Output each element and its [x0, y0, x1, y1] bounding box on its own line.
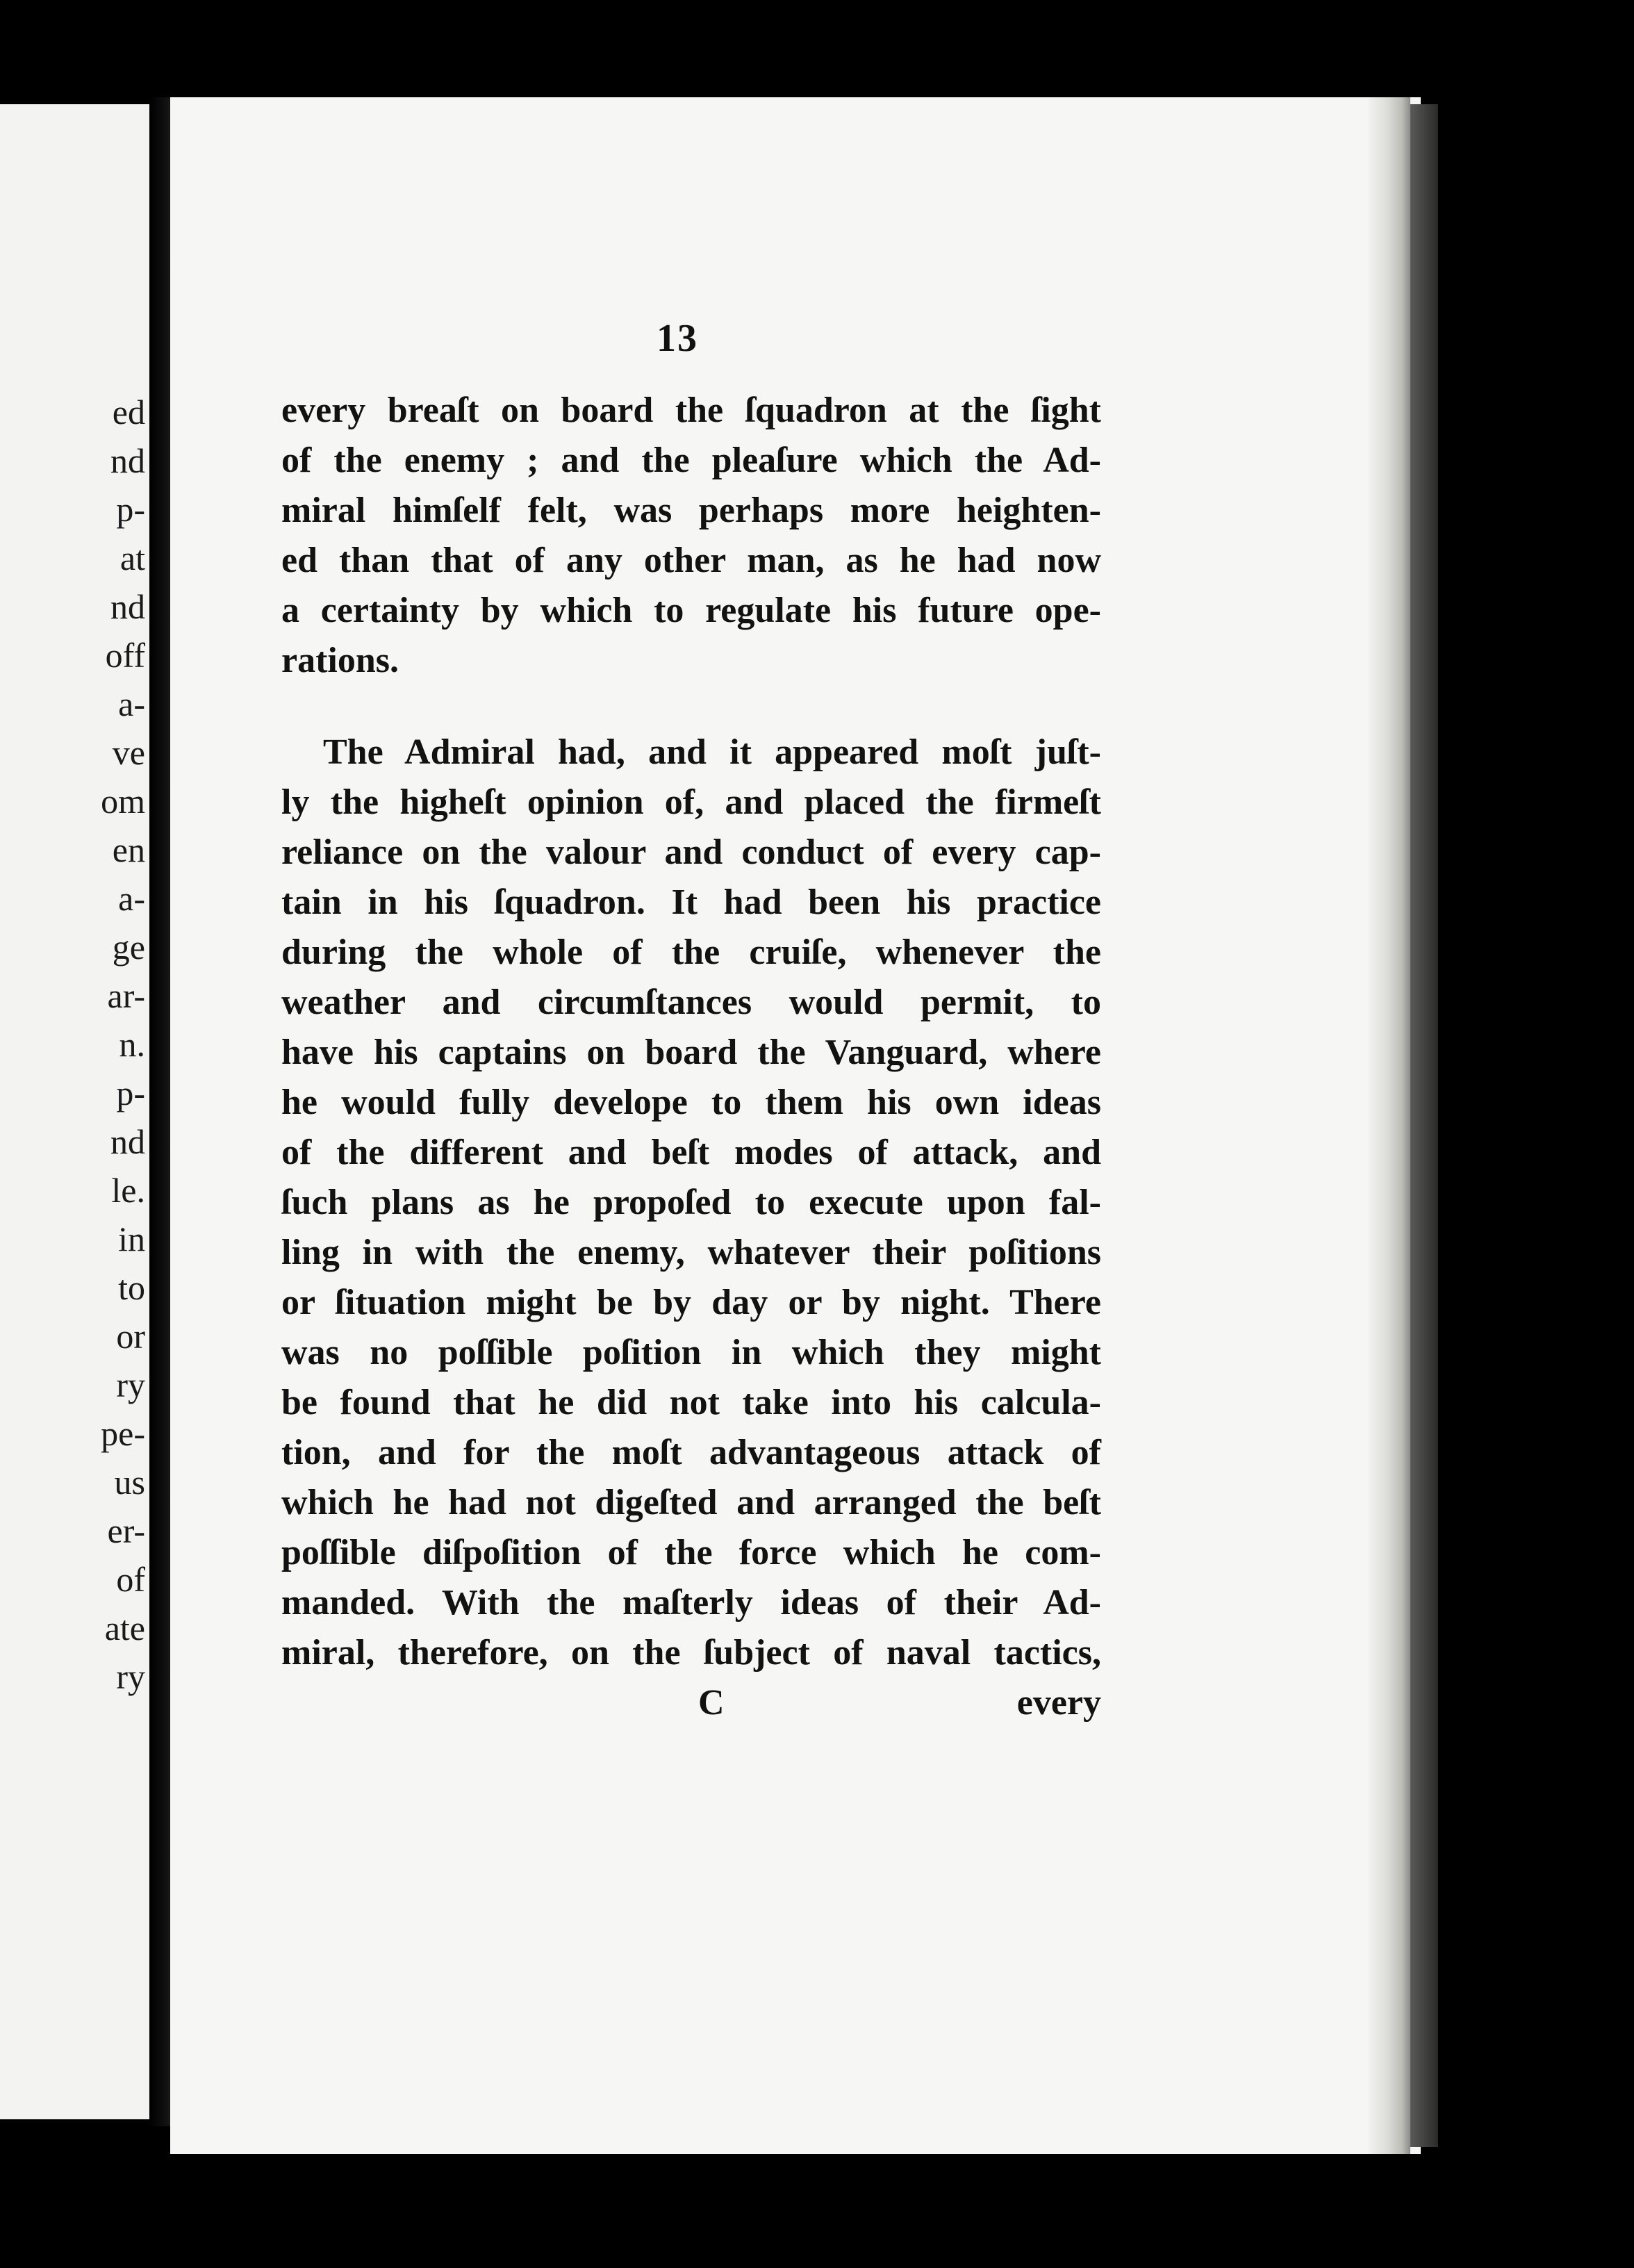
text-line: be found that he did not take into his calcula- [281, 1383, 1101, 1422]
text-line: tain in his ſquadron. It had been his practice [281, 882, 1101, 922]
text-line: miral, therefore, on the ſubject of naval tactics, [281, 1633, 1101, 1673]
text-line: of the different and beſt modes of attack, and [281, 1133, 1101, 1172]
left-page-fragment: or [116, 1317, 145, 1356]
text-line: ling in with the enemy, whatever their poſitions [281, 1233, 1101, 1272]
text-line: miral himſelf felt, was perhaps more heighten- [281, 491, 1101, 530]
left-page-fragment: ar- [107, 976, 145, 1015]
page-body [281, 386, 1101, 1728]
left-page-fragment: ate [104, 1609, 145, 1647]
footer-line [281, 1678, 1101, 1728]
left-page-fragment: ed [112, 393, 145, 432]
text-line: tion, and for the moſt advantageous attack of [281, 1433, 1101, 1472]
page-number: 13 [657, 317, 698, 360]
left-page-fragment: a- [118, 684, 145, 723]
left-page-fragment: le. [111, 1171, 145, 1210]
page-edge-shadow [1410, 104, 1438, 2147]
text-line: during the whole of the cruiſe, whenever the [281, 932, 1101, 972]
text-line: or ſituation might be by day or by night. There [281, 1283, 1101, 1322]
paragraph-gap [281, 686, 1101, 728]
paragraph-2 [281, 728, 1101, 1678]
left-page-fragment: in [118, 1219, 145, 1258]
left-page-fragment: ve [112, 733, 145, 772]
text-line: ly the higheſt opinion of, and placed the firmeſt [281, 782, 1101, 822]
left-page-fragment: om [101, 782, 145, 821]
left-page-fragment: us [114, 1463, 145, 1502]
left-facing-page [0, 104, 149, 2119]
left-page-fragment: en [112, 830, 145, 869]
text-line: which he had not digeſted and arranged the beſt [281, 1483, 1101, 1522]
text-line: poſſible diſpoſition of the force which he com- [281, 1533, 1101, 1572]
text-line: ſuch plans as he propoſed to execute upon fal- [281, 1183, 1101, 1222]
left-page-fragment: ge [112, 928, 145, 967]
left-page-fragment: ry [116, 1657, 145, 1696]
left-page-fragment: nd [110, 1122, 145, 1161]
left-page-fragment: nd [110, 441, 145, 480]
text-line: manded. With the maſterly ideas of their Ad- [281, 1583, 1101, 1622]
text-line: was no poſſible poſition in which they might [281, 1333, 1101, 1372]
page-edge [1369, 97, 1410, 2154]
left-page-fragment: of [116, 1560, 145, 1599]
text-line: every breaſt on board the ſquadron at the ſight [281, 391, 1101, 430]
left-page-fragment: at [119, 539, 145, 577]
text-line: The Admiral had, and it appeared moſt juſt- [323, 732, 1101, 772]
text-line: a certainty by which to regulate his future ope- [281, 591, 1101, 630]
text-line: reliance on the valour and conduct of every cap- [281, 832, 1101, 872]
left-page-fragment: off [105, 636, 145, 675]
left-page-fragment: p- [116, 1074, 145, 1112]
catchword: every [1016, 1683, 1101, 1723]
left-page-fragment: p- [116, 490, 145, 529]
left-page-fragment: nd [110, 587, 145, 626]
left-page-fragment: n. [119, 1025, 145, 1064]
text-line: of the enemy ; and the pleaſure which the Ad- [281, 441, 1101, 480]
left-page-fragment: pe- [101, 1414, 145, 1453]
text-line: have his captains on board the Vanguard, where [281, 1033, 1101, 1072]
text-line: weather and circumſtances would permit, to [281, 983, 1101, 1022]
text-line: he would fully develope to them his own ideas [281, 1083, 1101, 1122]
left-page-fragment: ry [116, 1365, 145, 1404]
text-line: rations. [281, 641, 399, 680]
left-page-fragment: er- [107, 1511, 145, 1550]
paragraph-1 [281, 386, 1101, 686]
left-page-fragment: to [118, 1268, 145, 1307]
signature-mark: C [698, 1683, 725, 1723]
left-page-fragment: a- [118, 879, 145, 918]
text-line: ed than that of any other man, as he had now [281, 541, 1101, 580]
